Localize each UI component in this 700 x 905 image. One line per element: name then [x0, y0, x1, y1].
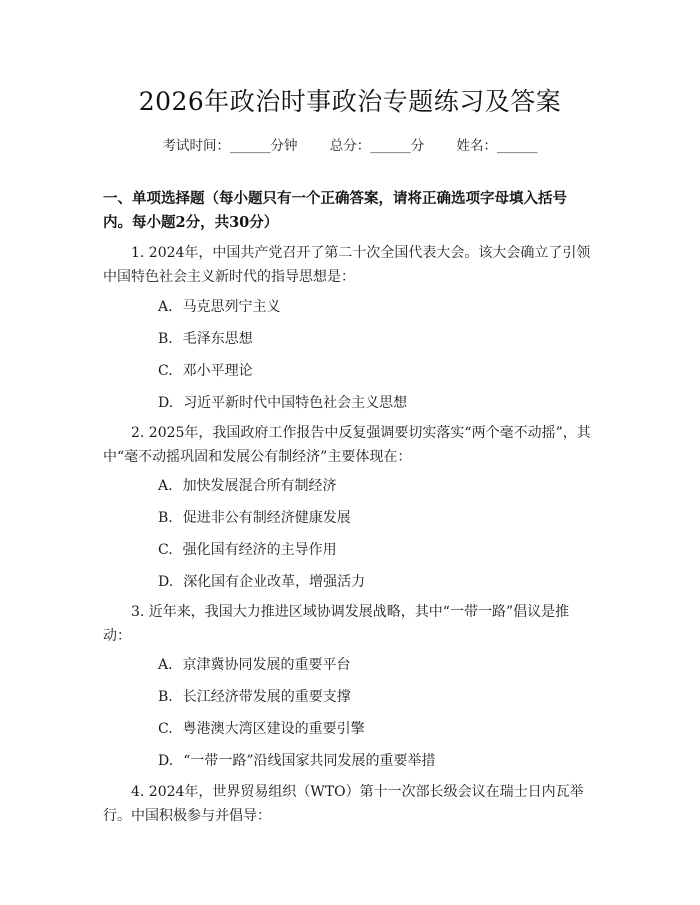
- question-3-option-c: [158, 719, 365, 739]
- option-text: 马克思列宁主义: [182, 299, 281, 315]
- option-text: 加快发展混合所有制经济: [182, 478, 337, 494]
- option-text: 京津冀协同发展的重要平台: [182, 657, 351, 673]
- question-1-option-d: [158, 393, 407, 413]
- option-text: 长江经济带发展的重要支撑: [182, 689, 351, 705]
- question-1-option-b: [158, 329, 253, 349]
- option-letter: A.: [158, 478, 173, 494]
- question-3-option-b: [158, 687, 351, 707]
- section-heading: 一、单项选择题（每小题只有一个正确答案，请将正确选项字母填入括号内。每小题2分，共30分）: [103, 190, 567, 231]
- option-text: 促进非公有制经济健康发展: [182, 510, 351, 526]
- option-text: 深化国有企业改革，增强活力: [183, 574, 366, 590]
- question-2-option-c: [158, 540, 337, 560]
- option-letter: B.: [158, 689, 173, 705]
- question-3-option-a: [158, 655, 351, 675]
- option-letter: C.: [158, 721, 173, 737]
- option-letter: C.: [158, 542, 173, 558]
- question-1-option-c: [158, 361, 253, 381]
- option-text: 邓小平理论: [182, 363, 253, 379]
- option-text: 粤港澳大湾区建设的重要引擎: [182, 721, 365, 737]
- option-letter: D.: [158, 753, 174, 769]
- option-letter: C.: [158, 363, 173, 379]
- exam-meta: [0, 134, 700, 154]
- question-4: 4. 2024年，世界贸易组织（WTO）第十一次部长级会议在瑞士日内瓦举行。中国积极参与并倡导：: [103, 784, 584, 824]
- question-2: 2. 2025年，我国政府工作报告中反复强调要切实落实“两个毫不动摇”，其中“毫不动摇巩固和发展公有制经济”主要体现在：: [103, 425, 591, 465]
- option-text: 毛泽东思想: [182, 331, 253, 347]
- question-1-option-a: [158, 297, 281, 317]
- question-2-option-d: [158, 572, 365, 592]
- question-3: 3. 近年来，我国大力推进区域协调发展战略，其中“一带一路”倡议是推动：: [103, 604, 570, 644]
- question-3-option-d: [158, 751, 436, 771]
- question-2-option-a: [158, 476, 337, 496]
- option-text: “一带一路”沿线国家共同发展的重要举措: [183, 753, 436, 769]
- option-letter: D.: [158, 574, 174, 590]
- option-text: 习近平新时代中国特色社会主义思想: [183, 395, 408, 411]
- option-letter: D.: [158, 395, 174, 411]
- option-letter: B.: [158, 510, 173, 526]
- option-letter: A.: [158, 299, 173, 315]
- option-letter: A.: [158, 657, 173, 673]
- exam-name-field: 姓名：______: [456, 138, 538, 154]
- option-text: 强化国有经济的主导作用: [182, 542, 337, 558]
- option-letter: B.: [158, 331, 173, 347]
- question-2-option-b: [158, 508, 351, 528]
- exam-time-field: 考试时间：______分钟: [162, 138, 298, 154]
- exam-score-field: 总分：______分: [329, 138, 425, 154]
- question-1: 1. 2024年，中国共产党召开了第二十次全国代表大会。该大会确立了引领中国特色社会主义新时代的指导思想是：: [103, 245, 591, 285]
- page-title: 2026年政治时事政治专题练习及答案: [138, 87, 562, 116]
